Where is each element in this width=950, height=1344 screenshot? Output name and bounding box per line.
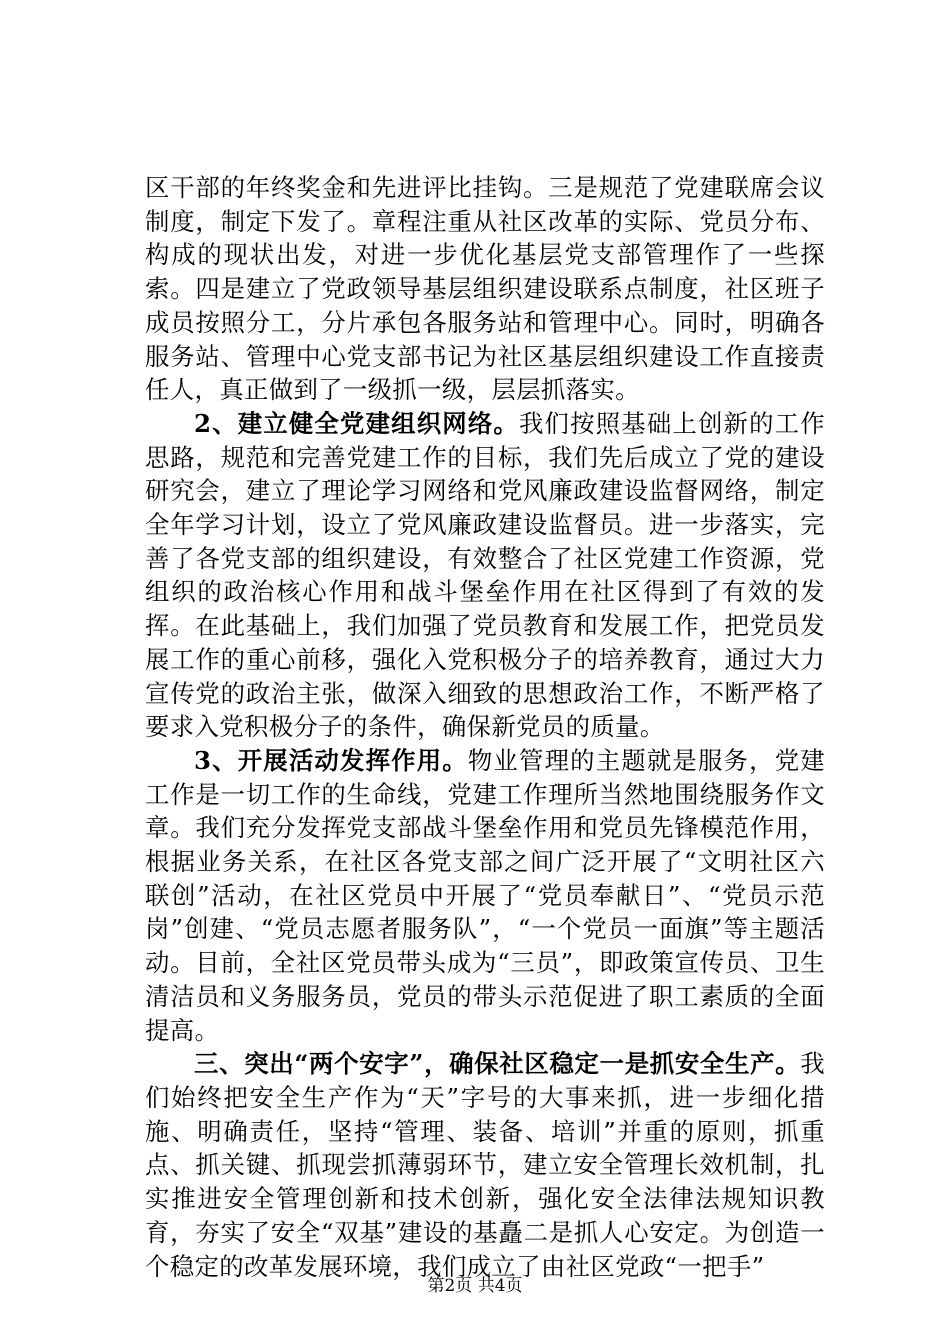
- paragraph-continuation: [145, 171, 825, 407]
- paragraph-heading: 3、开展活动发挥作用。: [194, 745, 468, 775]
- paragraph-text: 我们按照基础上创新的工作思路，规范和完善党建工作的目标，我们先后成立了党的建设研究会，建立了理论学习网络和党风廉政建设监督网络，制定全年学习计划，设立了党风廉政建设监督员。进一步落实，完善了各党支部的组织建设，有效整合了社区党建工作资源，党组织的政治核心作用和战斗堡垒作用在社区得到了有效的发挥。在此基础上，我们加强了党员教育和发展工作，把党员发展工作的重心前移，强化入党积极分子的培养教育，通过大力宣传党的政治主张，做深入细致的思想政治工作，不断严格了要求入党积极分子的条件，确保新党员的质量。: [145, 408, 825, 742]
- page-footer: 第2页 共4页: [427, 1276, 523, 1296]
- section-heading: 三、突出“两个安字”，确保社区稳定一是抓安全生产。: [194, 1049, 801, 1079]
- paragraph-text: 物业管理的主题就是服务，党建工作是一切工作的生命线，党建工作理所当然地围绕服务作文章。我们充分发挥党支部战斗堡垒作用和党员先锋模范作用，根据业务关系，在社区各党支部之间广泛开展了“文明社区六联创”活动，在社区党员中开展了“党员奉献日”、“党员示范岗”创建、“党员志愿者服务队”，“一个党员一面旗”等主题活动。目前，全社区党员带头成为“三员”，即政策宣传员、卫生清洁员和义务服务员，党员的带头示范促进了职工素质的全面提高。: [145, 745, 826, 1045]
- paragraph-text: 区干部的年终奖金和先进评比挂钩。三是规范了党建联席会议制度，制定下发了。章程注重从社区改革的实际、党员分布、构成的现状出发，对进一步优化基层党支部管理作了一些探索。四是建立了党政领导基层组织建设联系点制度，社区班子成员按照分工，分片承包各服务站和管理中心。同时，明确各服务站、管理中心党支部书记为社区基层组织建设工作直接责任人，真正做到了一级抓一级，层层抓落实。: [145, 173, 825, 405]
- document-body: [145, 171, 825, 1283]
- paragraph-activities: [145, 744, 825, 1047]
- paragraph-party-network: [145, 407, 825, 744]
- paragraph-heading: 2、建立健全党建组织网络。: [194, 408, 519, 438]
- paragraph-text: 我们始终把安全生产作为“天”字号的大事来抓，进一步细化措施、明确责任，坚持“管理、装备、培训”并重的原则，抓重点、抓关键、抓现尝抓薄弱环节，建立安全管理长效机制，扎实推进安全管理创新和技术创新，强化安全法律法规知识教育，夯实了安全“双基”建设的基矗二是抓人心安定。为创造一个稳定的改革发展环境，我们成立了由社区党政“一把手”: [145, 1049, 825, 1281]
- paragraph-safety: [145, 1047, 825, 1283]
